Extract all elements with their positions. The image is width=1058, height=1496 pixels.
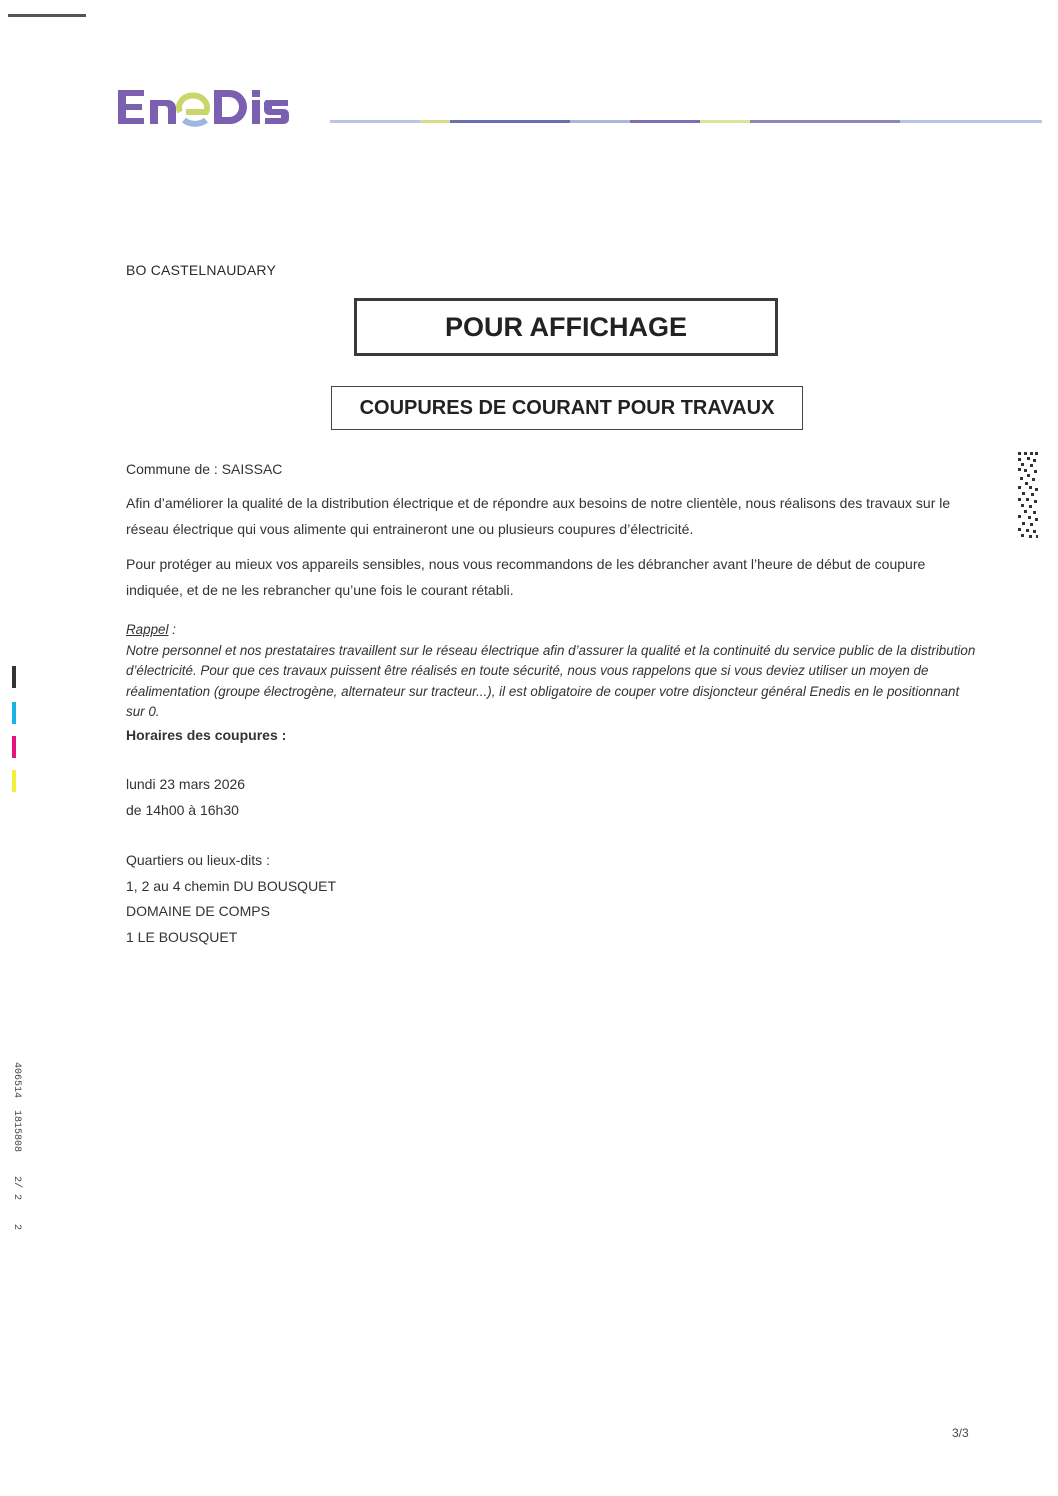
schedule-heading: Horaires des coupures :	[126, 727, 287, 743]
print-mark-yellow	[12, 770, 16, 792]
reminder-text: Notre personnel et nos prestataires travaillent sur le réseau électrique afin d’assurer la qualité et la continuité du service public de la distribution d’électricité. Pour que ces travaux puissent être réalisés en toute sécurité, nous vous rappelons que si vous deviez utiliser un moyen de réalimentation (groupe électrogène, alternateur sur tracteur...), il est obligatoire de couper votre disjoncteur général Enedis en le positionnant sur 0.	[126, 642, 976, 719]
intro-paragraph: Afin d’améliorer la qualité de la distribution électrique et de répondre aux besoins de notre clientèle, nous réalisons des travaux sur le réseau électrique qui vous alimente qui entraineront une ou plusieurs coupures d’électricité.	[126, 495, 951, 537]
print-mark-cyan	[12, 702, 16, 724]
places-heading: Quartiers ou lieux-dits :	[126, 852, 270, 868]
print-mark-black	[12, 666, 16, 688]
place-item: DOMAINE DE COMPS	[126, 903, 270, 919]
reminder-title: Rappel	[126, 622, 169, 637]
enedis-logo	[116, 82, 326, 132]
schedule-date: lundi 23 mars 2026	[126, 776, 246, 792]
sender-office: BO CASTELNAUDARY	[126, 262, 276, 278]
page-number: 3/3	[952, 1426, 969, 1440]
logo-underline	[330, 120, 1042, 124]
advice-paragraph: Pour protéger au mieux vos appareils sensibles, nous vous recommandons de les débrancher avant l’heure de début de coupure indiquée, et de ne les rebrancher qu’une fois le courant rétabli.	[126, 556, 926, 598]
schedule-time: de 14h00 à 16h30	[126, 802, 239, 818]
print-mark-magenta	[12, 736, 16, 758]
subtitle-box: COUPURES DE COURANT POUR TRAVAUX	[331, 386, 803, 430]
side-reference-code: 406514 1815808 2/ 2 2	[11, 1062, 22, 1231]
place-item: 1, 2 au 4 chemin DU BOUSQUET	[126, 878, 337, 894]
reminder-block: Rappel : Notre personnel et nos prestataires travaillent sur le réseau électrique afin d’assurer la qualité et la continuité du service public de la distribution d’électricité. Pour que ces travaux puissent être réalisés en toute sécurité, nous vous rappelons que si vous deviez utiliser un moyen de réalimentation (groupe électrogène, alternateur sur tracteur...), il est obligatoire de couper votre disjoncteur général Enedis en le positionnant sur 0.	[126, 620, 976, 723]
datamatrix-barcode	[1018, 452, 1038, 538]
commune-line: Commune de : SAISSAC	[126, 461, 283, 477]
scan-top-mark	[8, 14, 86, 17]
place-item: 1 LE BOUSQUET	[126, 929, 238, 945]
title-box: POUR AFFICHAGE	[354, 298, 778, 356]
